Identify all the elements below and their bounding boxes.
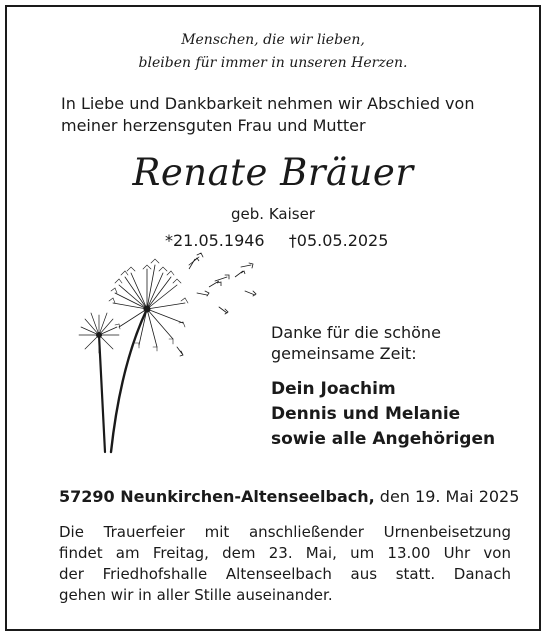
notice-line-1: Die Trauerfeier mit anschließender Urnenbeisetzung	[59, 523, 511, 541]
motto	[7, 29, 539, 75]
born-date: 21.05.1946	[173, 231, 265, 250]
place-date	[59, 487, 519, 506]
place: 57290 Neunkirchen-Altenseelbach,	[59, 487, 375, 506]
died-symbol: †	[288, 231, 297, 250]
signers	[271, 377, 495, 452]
notice-line-4: gehen wir in aller Stille auseinander.	[59, 586, 333, 604]
intro-text	[61, 93, 474, 137]
signer-1: Dein Joachim	[271, 379, 396, 399]
motto-line-2: bleiben für immer in unseren Herzen.	[138, 55, 408, 71]
birth-name: geb. Kaiser	[231, 205, 315, 223]
thanks-line-1: Danke für die schöne	[271, 323, 441, 342]
notice-line-3: der Friedhofshalle Altenseelbach aus statt. Danach	[59, 565, 511, 583]
intro-line-1: In Liebe und Dankbarkeit nehmen wir Abschied von	[61, 94, 475, 113]
signer-2: Dennis und Melanie	[271, 404, 461, 424]
intro-line-2: meiner herzensguten Frau und Mutter	[61, 116, 366, 135]
dandelion-illustration	[59, 247, 259, 457]
thanks-text	[271, 322, 441, 364]
date: den 19. Mai 2025	[379, 487, 520, 506]
notice-line-2: findet am Freitag, dem 23. Mai, um 13.00 Uhr von	[59, 544, 511, 562]
thanks-line-2: gemeinsame Zeit:	[271, 344, 417, 363]
died-date: 05.05.2025	[296, 231, 389, 250]
obituary-notice	[5, 5, 541, 631]
deceased-name: Renate Bräuer	[132, 151, 414, 194]
funeral-notice	[59, 522, 511, 606]
motto-line-1: Menschen, die wir lieben,	[181, 32, 365, 48]
signer-3: sowie alle Angehörigen	[271, 429, 496, 449]
born-symbol: *	[165, 231, 173, 250]
